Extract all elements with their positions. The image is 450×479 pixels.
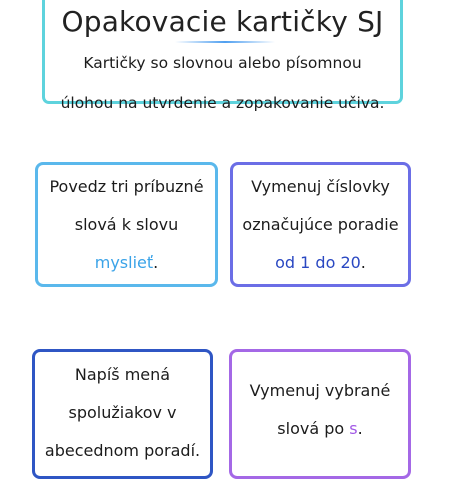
- highlight-word: od 1 do 20: [275, 252, 361, 272]
- page-title: Opakovacie kartičky SJ: [61, 5, 384, 38]
- flashcard-ordinal-numbers: [230, 162, 411, 287]
- card-text-line: Napíš mená: [74, 365, 171, 384]
- flashcard-alphabetical-names: [32, 349, 213, 479]
- highlight-word: s: [349, 419, 358, 438]
- card-text-line: Vymenuj číslovky: [251, 176, 390, 196]
- card-text-line: [275, 244, 366, 282]
- page-subtitle: [49, 43, 396, 123]
- card-text-line: abecednom poradí.: [44, 441, 201, 460]
- highlight-word: myslieť: [94, 252, 154, 272]
- header-card: [42, 0, 403, 112]
- card-text-line: Povedz tri príbuzné: [49, 176, 204, 196]
- card-text-line: Vymenuj vybrané: [249, 381, 391, 400]
- flashcard-selected-words: [229, 349, 411, 479]
- card-punctuation: .: [360, 252, 366, 272]
- subtitle-line-2: úlohou na utvrdenie a zopakovanie učiva.: [60, 94, 385, 112]
- card-punctuation: .: [357, 419, 363, 438]
- card-punctuation: .: [153, 252, 159, 272]
- card-text-line: [95, 244, 159, 282]
- card-text-line: slová k slovu: [74, 214, 179, 234]
- card-text-line: spolužiakov v: [68, 403, 177, 422]
- card-text-line: [277, 410, 362, 448]
- card-text-prefix: slová po: [277, 419, 350, 438]
- subtitle-line-1: Kartičky so slovnou alebo písomnou: [83, 54, 362, 72]
- flashcard-related-words: [35, 162, 218, 287]
- card-text-line: označujúce poradie: [242, 214, 399, 234]
